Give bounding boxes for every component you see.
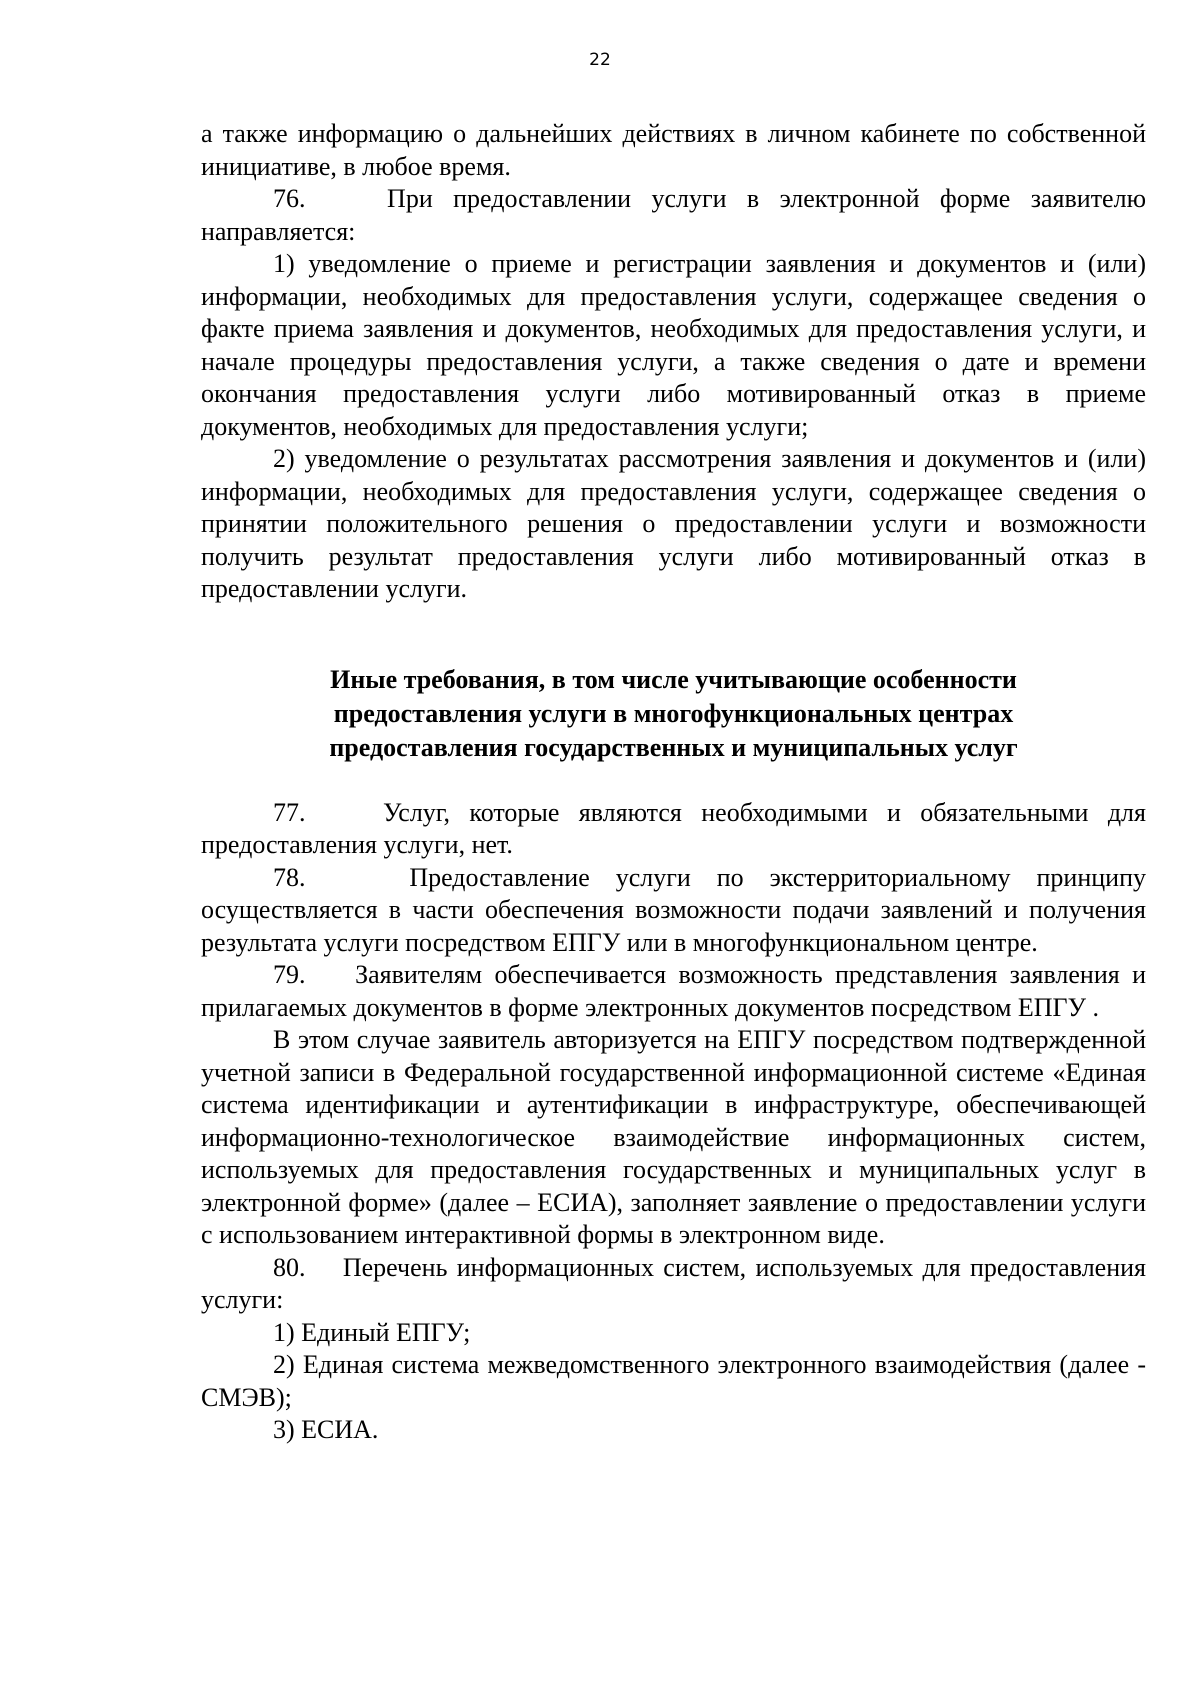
section-heading-line-3: предоставления государственных и муниципальных услуг [329,732,1018,762]
paragraph-76-item-2: 2) уведомление о результатах рассмотрения заявления и документов и (или) информации, необходимых для предоставления услуги, содержащее сведения о принятии положительного решения о предоставлении услуги и возможности получить результат предоставления услуги либо мотивированный отказ в предоставлении услуги. [201,444,1146,603]
paragraph-79: 79. Заявителям обеспечивается возможность представления заявления и прилагаемых документов в форме электронных документов посредством ЕПГУ . [201,960,1146,1022]
paragraph-80: 80. Перечень информационных систем, используемых для предоставления услуги: [201,1252,1146,1314]
paragraph-77: 77. Услуг, которые являются необходимыми и обязательными для предоставления услуги, нет. [201,797,1146,859]
paragraph-76-item-1: 1) уведомление о приеме и регистрации заявления и документов и (или) информации, необходимых для предоставления услуги, содержащее сведения о факте приема заявления и документов, необходимых для предоставления услуги, и начале процедуры предоставления услуги, а также сведения о дате и времени окончания предоставления услуги либо мотивированный отказ в приеме документов, необходимых для предоставления услуги; [201,249,1146,441]
document-body [201,118,1146,1447]
section-heading-line-2: предоставления услуги в многофункциональных центрах [333,698,1014,728]
paragraph-80-item-3: 3) ЕСИА. [273,1415,379,1444]
page-number: 22 [589,50,611,70]
paragraph-78: 78. Предоставление услуги по экстерриториальному принципу осуществляется в части обеспечения возможности подачи заявлений и получения результата услуги посредством ЕПГУ или в многофункциональном центре. [201,862,1146,957]
paragraph-80-item-1: 1) Единый ЕПГУ; [273,1317,471,1347]
section-heading-line-1: Иные требования, в том числе учитывающие особенности [330,664,1017,694]
paragraph-80-item-2: 2) Единая система межведомственного электронного взаимодействия (далее - СМЭВ); [201,1350,1146,1412]
paragraph-76: 76. При предоставлении услуги в электронной форме заявителю направляется: [201,184,1146,246]
paragraph-79-continued: В этом случае заявитель авторизуется на ЕПГУ посредством подтвержденной учетной записи в Федеральной государственной информационной системе «Единая система идентификации и аутентификации в инфраструктуре, обеспечивающей информационно-технологическое взаимодействие информационных систем, используемых для предоставления государственных и муниципальных услуг в электронной форме» (далее – ЕСИА), заполняет заявление о предоставлении услуги с использованием интерактивной формы в электронном виде. [201,1025,1146,1249]
section-heading [201,633,1146,765]
paragraph-continuation: а также информацию о дальнейших действиях в личном кабинете по собственной инициативе, в любое время. [201,119,1146,181]
